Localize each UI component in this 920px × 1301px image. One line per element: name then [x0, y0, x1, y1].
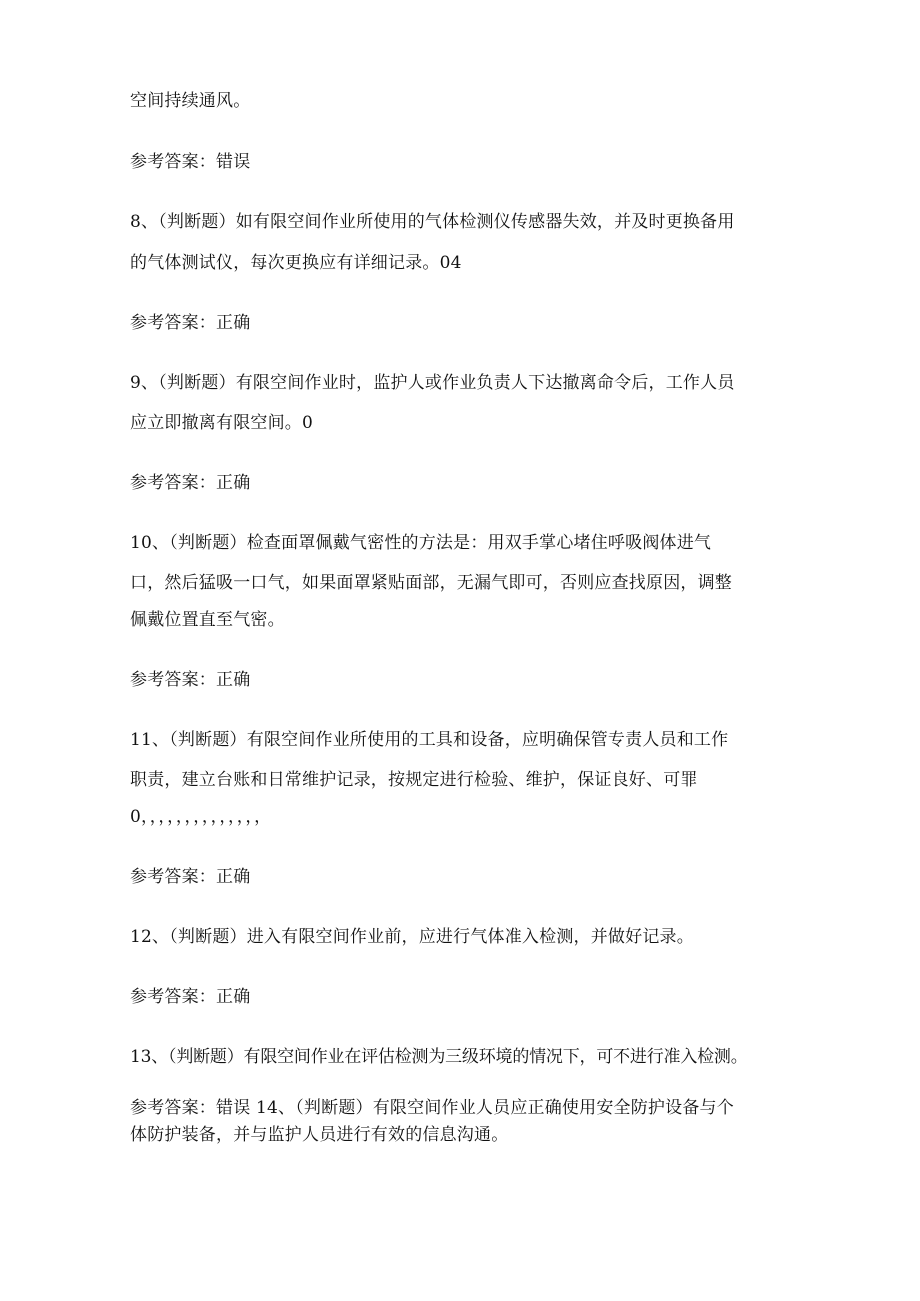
- question-line: 13、（判断题）有限空间作业在评估检测为三级环境的情况下，可不进行准入检测。: [130, 1047, 748, 1067]
- question-line: 口，然后猛吸一口气，如果面罩紧贴面部，无漏气即可，否则应查找原因，调整: [130, 573, 732, 593]
- question-line: 佩戴位置直至气密。: [130, 610, 285, 630]
- question-line: 应立即撤离有限空间。0: [130, 413, 314, 433]
- question-line: 12、（判断题）进入有限空间作业前，应进行气体准入检测，并做好记录。: [130, 927, 694, 947]
- answer-line: 参考答案：正确: [130, 867, 251, 887]
- answer-line: 参考答案：正确: [130, 987, 251, 1007]
- question-line: 体防护装备，并与监护人员进行有效的信息沟通。: [130, 1125, 509, 1145]
- answer-line: 参考答案：正确: [130, 473, 251, 493]
- question-line: 职责，建立台账和日常维护记录，按规定进行检验、维护，保证良好、可罪: [130, 770, 698, 790]
- question-line: 9、（判断题）有限空间作业时，监护人或作业负责人下达撤离命令后，工作人员: [130, 373, 735, 393]
- question-line: 10、（判断题）检查面罩佩戴气密性的方法是：用双手掌心堵住呼吸阀体进气: [130, 533, 712, 553]
- question-line: 11、（判断题）有限空间作业所使用的工具和设备，应明确保管专责人员和工作: [130, 730, 729, 750]
- answer-line: 参考答案：错误: [130, 152, 251, 172]
- question-line: 的气体测试仪，每次更换应有详细记录。04: [130, 253, 462, 273]
- question-line: 8、（判断题）如有限空间作业所使用的气体检测仪传感器失效，并及时更换备用: [130, 212, 735, 232]
- answer-line: 参考答案：正确: [130, 670, 251, 690]
- answer-line: 参考答案：错误 14、（判断题）有限空间作业人员应正确使用安全防护设备与个: [130, 1098, 734, 1118]
- answer-line: 参考答案：正确: [130, 313, 251, 333]
- text-line: 空间持续通风。: [130, 91, 251, 111]
- question-line: 0，，，，，，，，，，，，，，: [130, 807, 272, 827]
